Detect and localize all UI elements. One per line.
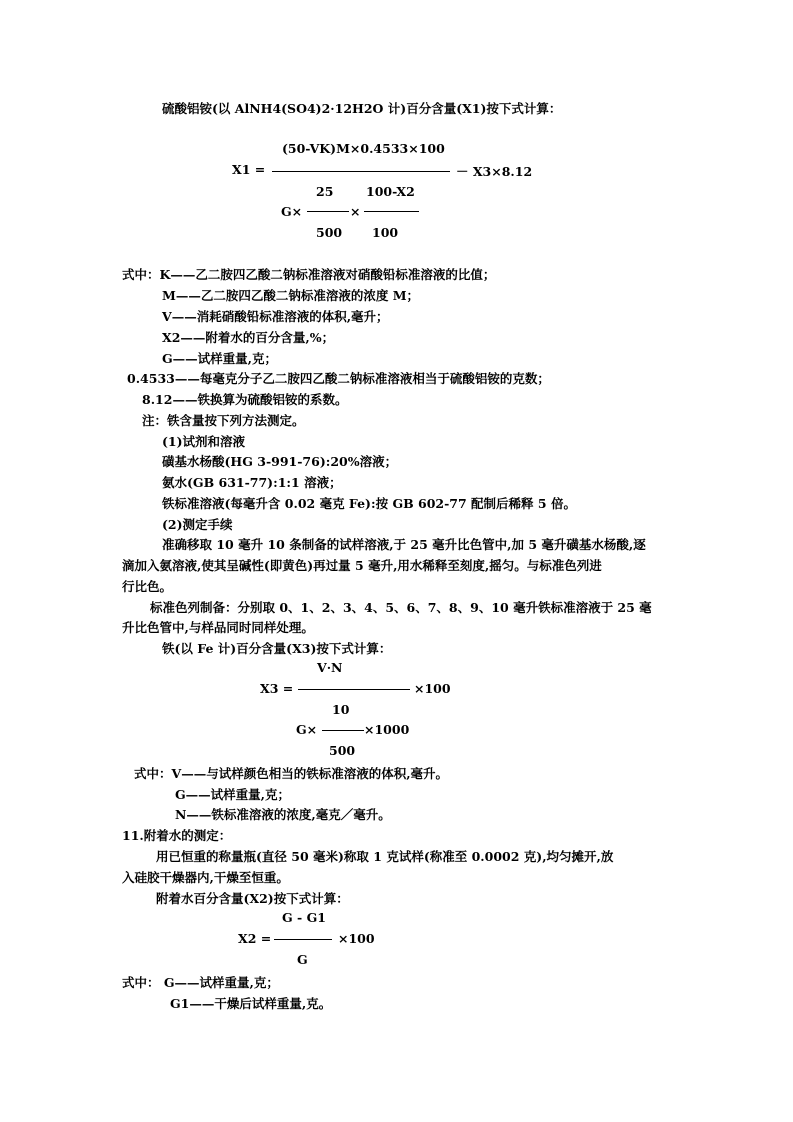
formula-x3-sub-mid-left: G× xyxy=(296,722,318,737)
where-x3-line: N——铁标准溶液的浓度,毫克／毫升。 xyxy=(175,807,391,822)
where-x3-line: G——试样重量,克； xyxy=(175,787,291,802)
formula-x1-numerator: (50-VK)M×0.4533×100 xyxy=(282,141,445,156)
where-x1-line: M——乙二胺四乙酸二钠标准溶液的浓度 M； xyxy=(162,288,420,303)
where-x3-line: 式中：V——与试样颜色相当的铁标准溶液的体积,毫升。 xyxy=(134,766,449,781)
formula-x3-sub-bar xyxy=(322,730,364,731)
where-x1-line: G——试样重量,克； xyxy=(162,351,278,366)
procedure-line: 行比色。 xyxy=(122,579,173,594)
where-x2-line: 式中： G——试样重量,克； xyxy=(122,975,279,990)
formula-x2-tail: ×100 xyxy=(338,931,375,946)
reagent-line: 氨水(GB 631-77):1:1 溶液； xyxy=(162,475,342,490)
heading-x2: 附着水百分含量(X2)按下式计算： xyxy=(156,891,349,906)
formula-x3-lhs: X3 = xyxy=(260,681,294,696)
formula-x1-sub-mid-times: × xyxy=(350,204,361,219)
where-x1-line: V——消耗硝酸铅标准溶液的体积,毫升； xyxy=(162,309,389,324)
formula-x1-minus-term: － X3×8.12 xyxy=(456,164,533,179)
where-x1-line: X2——附着水的百分含量,%； xyxy=(162,330,335,345)
formula-x2-numerator: G - G1 xyxy=(282,910,326,925)
note-title: 注：铁含量按下列方法测定。 xyxy=(142,413,305,428)
formula-x3-sub-den: 500 xyxy=(329,743,356,758)
standard-line: 标准色列制备：分别取 0、1、2、3、4、5、6、7、8、9、10 毫升铁标准溶液于 25 毫 xyxy=(150,600,652,615)
formula-x1-sub-num-right: 100-X2 xyxy=(366,184,415,199)
where-x1-line: 0.4533——每毫克分子乙二胺四乙酸二钠标准溶液相当于硫酸铝铵的克数； xyxy=(127,371,550,386)
formula-x1-fraction-bar xyxy=(272,171,450,172)
procedure-line: 滴加入氨溶液,使其呈碱性(即黄色)再过量 5 毫升,用水稀释至刻度,摇匀。与标准色列进 xyxy=(122,558,602,573)
where-x2-line: G1——干燥后试样重量,克。 xyxy=(170,996,332,1011)
section-11-title: 11.附着水的测定： xyxy=(122,828,232,843)
where-x1-line: 8.12——铁换算为硫酸铝铵的系数。 xyxy=(142,392,348,407)
heading-x3: 铁(以 Fe 计)百分含量(X3)按下式计算： xyxy=(162,641,392,656)
formula-x1-sub-bar-right xyxy=(364,211,419,212)
formula-x3-fraction-bar xyxy=(298,689,410,690)
formula-x1-sub-bar-left xyxy=(307,211,349,212)
formula-x1-sub-den-right: 100 xyxy=(372,225,399,240)
formula-x2-lhs: X2 = xyxy=(238,931,272,946)
reagent-line: 铁标准溶液(每毫升含 0.02 毫克 Fe):按 GB 602-77 配制后稀释 5 倍。 xyxy=(162,496,576,511)
formula-x1-sub-mid-left: G× xyxy=(281,204,303,219)
reagent-line: 磺基水杨酸(HG 3-991-76):20%溶液； xyxy=(162,454,398,469)
section-11-line: 用已恒重的称量瓶(直径 50 毫米)称取 1 克试样(称准至 0.0002 克),均匀摊开,放 xyxy=(156,849,614,864)
formula-x3-sub-mid-right: ×1000 xyxy=(364,722,410,737)
formula-x3-tail: ×100 xyxy=(414,681,451,696)
formula-x3-sub-num: 10 xyxy=(332,702,350,717)
formula-x3-numerator: V·N xyxy=(317,660,343,675)
procedure-line: 准确移取 10 毫升 10 条制备的试样溶液,于 25 毫升比色管中,加 5 毫升磺基水杨酸,逐 xyxy=(162,537,646,552)
standard-line: 升比色管中,与样品同时同样处理。 xyxy=(122,620,314,635)
section-11-line: 入硅胶干燥器内,干燥至恒重。 xyxy=(122,870,289,885)
procedure-title: (2)测定手续 xyxy=(162,517,233,532)
formula-x2-fraction-bar xyxy=(274,939,332,940)
heading-x1: 硫酸铝铵(以 AlNH4(SO4)2·12H2O 计)百分含量(X1)按下式计算： xyxy=(162,101,562,116)
formula-x1-lhs: X1 = xyxy=(232,162,266,177)
where-x1-line: 式中：K——乙二胺四乙酸二钠标准溶液对硝酸铅标准溶液的比值； xyxy=(122,267,496,282)
formula-x2-denominator: G xyxy=(297,952,308,967)
formula-x1-sub-den-left: 500 xyxy=(316,225,343,240)
reagents-title: (1)试剂和溶液 xyxy=(162,434,246,449)
formula-x1-sub-num-left: 25 xyxy=(316,184,334,199)
